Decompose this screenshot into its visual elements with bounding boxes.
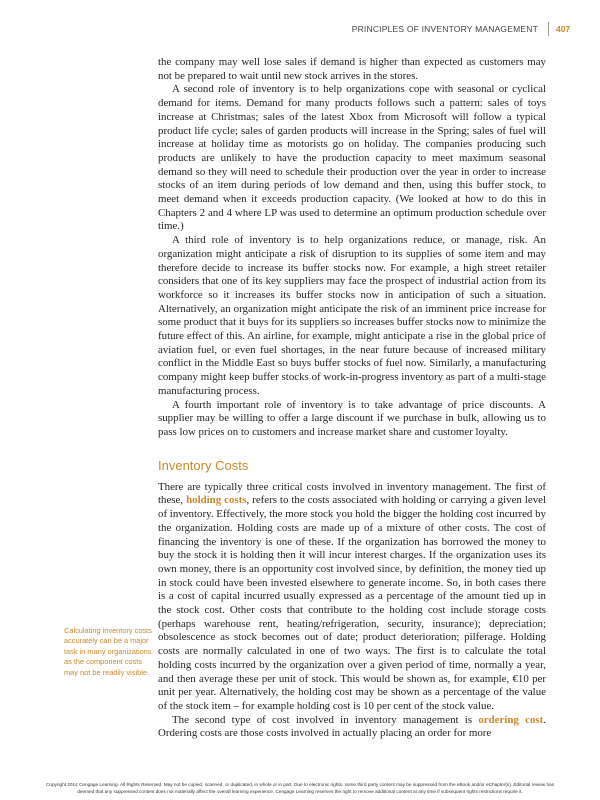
header-divider (548, 22, 549, 36)
page-header (0, 24, 600, 38)
footer-line-2: deemed that any suppressed content does not materially affect the overall learning experience. Cengage Learning reserves the right to remove additional content at any time if subsequent rights restrictions require it. (77, 789, 523, 794)
copyright-footer (30, 781, 570, 795)
paragraph-6-text-a: The second type of cost involved in inventory management is (172, 713, 479, 726)
paragraph-6 (158, 714, 546, 741)
paragraph-2: A second role of inventory is to help organizations cope with seasonal or cyclical demand for items. Demand for many products follows such a pattern: sales of toys increase at Christmas; sales of the latest Xbox from Microsoft will follow a typical product life cycle; sales of garden products will increase in the Spring; sales of fuel will increase at holiday time as motorists go on holiday. The companies producing such products are unlikely to have the production capacity to meet maximum seasonal demand so they will need to schedule their production over the year in order to increase stocks of an item during periods of low demand and then, using this buffer stock, to meet demand when it exceeds production capacity. (We looked at how to do this in Chapters 2 and 4 where LP was used to determine an optimum production schedule over time.) (158, 83, 546, 233)
paragraph-6-text-b: . Ordering costs are those costs involved in actually placing an order for more (158, 713, 546, 740)
page-number: 407 (556, 24, 571, 34)
margin-note: Calculating inventory costs accurately can be a major task in many organizations as the component costs may not be readily visible. (64, 626, 152, 677)
body-text-column (158, 56, 546, 741)
paragraph-5-text-b: , refers to the costs associated with holding or carrying a given level of inventory. Effectively, the more stock you hold the bigger the holding cost incurred by the organization. Holding costs are made up of a mixture of other costs. The cost of financing the inventory is one of these. If the organization has borrowed the money to buy the stock it is holding then it will incur interest charges. If the organization uses its own money, there is an opportunity cost involved since, by definition, the money tied up in stock could have been invested elsewhere to generate income. So, in both cases there is a cost of capital incurred usually expressed as a percentage of the amount tied up in the stock cost. Other costs that contribute to the holding cost include storage costs (perhaps warehouse rent, heating/refrigeration, security, insurance); depreciation; obsolescence as stock becomes out of date; product deterioration; pilferage. Holding costs are normally calculated in one of two ways. The first is to calculate the total holding costs incurred by the organization over a given period of time, normally a year, and then average these per unit of stock. This would be shown as, for example, €10 per unit per year. Alternatively, the holding cost may be shown as a percentage of the value of the stock item – for example holding cost is 10 per cent of the stock value. (158, 494, 546, 712)
paragraph-1: the company may well lose sales if demand is higher than expected as customers may not be prepared to wait until new stock arrives in the stores. (158, 56, 546, 82)
key-term-ordering-cost: ordering cost (478, 713, 544, 726)
section-heading: Inventory Costs (158, 457, 249, 473)
key-term-holding-costs: holding costs (186, 494, 247, 507)
paragraph-4: A fourth important role of inventory is to take advantage of price discounts. A supplier may be willing to offer a large discount if we purchase in bulk, allowing us to pass low prices on to customers and increase market share and customer loyalty. (158, 398, 546, 438)
paragraph-3: A third role of inventory is to help organizations reduce, or manage, risk. An organization might anticipate a risk of disruption to its supplies of some item and may therefore decide to increase its buffer stocks now. For example, a high street retailer considers that one of its key suppliers may face the prospect of industrial action from its workforce so it increases its buffer stocks now in anticipation of such a situation. Alternatively, an organization might anticipate the risk of an imminent price increase for some product that it buys for its suppliers so increases buffer stocks now to minimize the future effect of this. An airline, for example, might anticipate a rise in the global price of aviation fuel, or even fuel shortages, in the near future because of increased military conflict in the Middle East so buys buffer stocks of fuel now. Similarly, a manufacturing company might keep buffer stocks of work-in-progress inventory as part of a multi-stage manufacturing process. (158, 234, 546, 397)
running-head: PRINCIPLES OF INVENTORY MANAGEMENT (351, 24, 538, 34)
paragraph-5-text-a: There are typically three critical costs involved in inventory management. The first of these, (158, 480, 546, 507)
paragraph-5 (158, 481, 546, 714)
footer-line-1: Copyright 2014 Cengage Learning. All Rights Reserved. May not be copied, scanned, or duplicated, in whole or in part. Due to electronic rights, some third party content may be suppressed from the eBook and/or eChapter(s). Editorial review has (45, 782, 555, 787)
